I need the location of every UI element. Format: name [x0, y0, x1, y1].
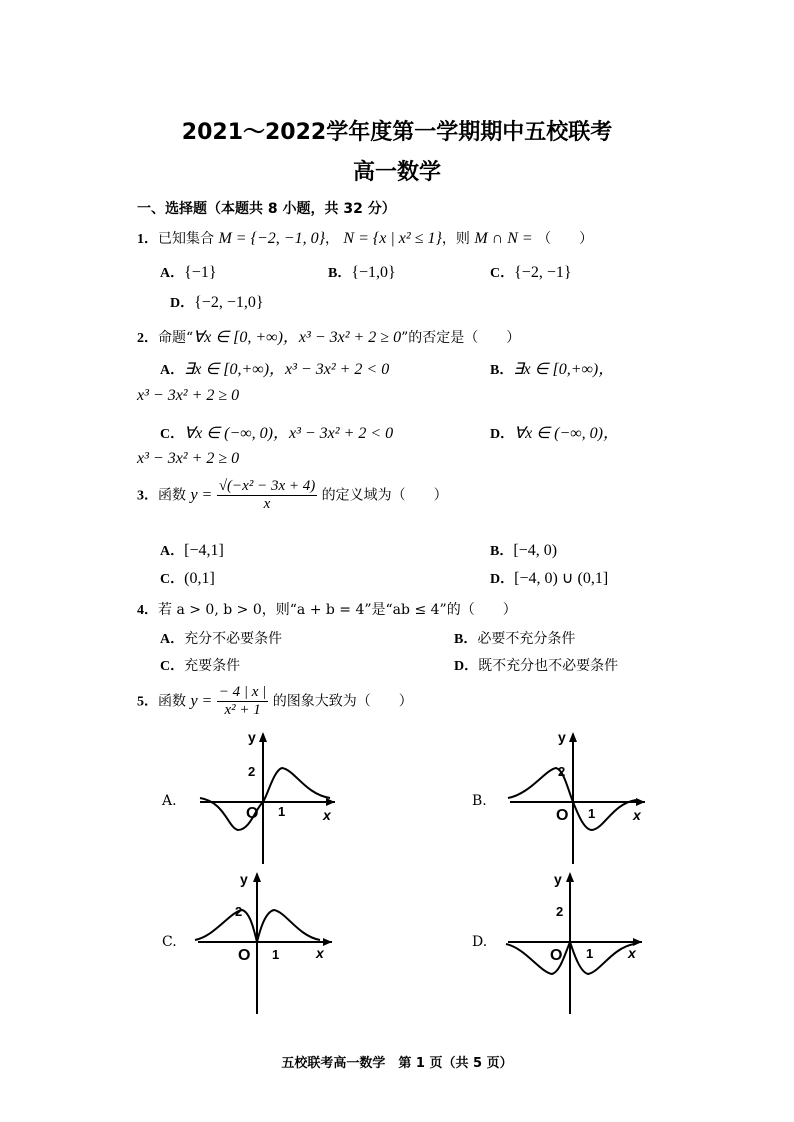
option-letter: C． — [490, 266, 515, 281]
graph-letter-c: C. — [162, 934, 177, 950]
question-4 — [137, 599, 517, 619]
y-label: y — [554, 871, 562, 887]
option-text: 充要条件 — [184, 658, 241, 674]
answer-paren: （ ） — [537, 231, 594, 247]
option-letter: D． — [170, 296, 195, 311]
q4-option-d — [454, 655, 618, 675]
option-letter: B． — [490, 363, 514, 378]
option-letter: D． — [454, 659, 479, 674]
tick-2: 2 — [248, 764, 256, 779]
option-letter: C． — [160, 572, 185, 587]
tick-1: 1 — [272, 947, 280, 962]
x-label: x — [316, 945, 324, 961]
section-heading: 一、选择题（本题共 8 小题，共 32 分） — [137, 201, 396, 217]
tick-1: 1 — [588, 806, 596, 821]
question-5 — [137, 684, 413, 719]
y-axis-arrow-icon — [566, 872, 574, 882]
q2-option-d-cont — [137, 450, 239, 468]
q3-option-d — [490, 568, 608, 588]
option-text: {−2, −1} — [514, 264, 572, 281]
q2-option-b-cont — [137, 387, 239, 405]
y-axis-arrow-icon — [569, 732, 577, 742]
page-footer: 五校联考高一数学 第 1 页（共 5 页） — [281, 1056, 513, 1071]
option-text: x³ − 3x² + 2 ≥ 0 — [137, 450, 240, 467]
question-text: ，则 — [441, 231, 470, 247]
q3-option-c — [160, 568, 215, 588]
x-axis-arrow-icon — [326, 798, 335, 806]
question-number: 5． — [137, 694, 158, 710]
option-letter: D． — [490, 427, 515, 442]
fraction — [217, 684, 269, 719]
option-text: x³ − 3x² + 2 ≥ 0 — [137, 387, 240, 404]
question-number: 3． — [137, 488, 158, 504]
option-letter: B． — [328, 266, 352, 281]
origin-label: O — [550, 947, 563, 964]
graph-a — [190, 728, 340, 868]
tick-1: 1 — [278, 804, 286, 819]
q4-option-b — [454, 628, 575, 648]
option-text: 充分不必要条件 — [184, 631, 283, 647]
q1-option-c — [490, 262, 572, 282]
graph-letter-d: D. — [472, 934, 488, 950]
option-text: ∀x ∈ (−∞, 0)，x³ − 3x² + 2 < 0 — [184, 425, 394, 442]
function-lhs: y = — [190, 692, 213, 710]
denominator: x² + 1 — [224, 702, 261, 718]
numerator: − 4 | x | — [218, 684, 267, 700]
graph-b — [500, 728, 650, 868]
y-label: y — [240, 871, 248, 887]
option-letter: B． — [454, 632, 478, 647]
option-text: [−4, 0) ∪ (0,1] — [514, 570, 609, 587]
set-n: N = {x | x² ≤ 1} — [343, 230, 442, 247]
question-text: 函数 — [158, 487, 186, 504]
separator: ， — [324, 231, 339, 247]
origin-label: O — [238, 947, 251, 964]
tick-1: 1 — [586, 946, 594, 961]
question-text: 的图象大致为（ ） — [272, 693, 413, 710]
q2-option-d — [490, 420, 619, 443]
question-text: 已知集合 — [158, 231, 214, 247]
question-1 — [137, 228, 593, 248]
q1-option-b — [328, 262, 396, 282]
y-axis-arrow-icon — [253, 872, 261, 882]
exam-subject: 高一数学 — [352, 160, 441, 185]
fraction — [217, 478, 317, 513]
option-letter: A． — [160, 363, 185, 378]
option-text: 既不充分也不必要条件 — [478, 658, 619, 674]
option-letter: A． — [160, 544, 185, 559]
option-text: [−4, 0) — [513, 542, 558, 559]
q1-option-d — [170, 292, 264, 312]
origin-label: O — [556, 807, 569, 824]
x-axis-arrow-icon — [323, 938, 332, 946]
graph-c — [190, 868, 340, 1018]
tick-2: 2 — [556, 904, 564, 919]
option-text: {−1} — [184, 264, 217, 281]
tick-2: 2 — [558, 764, 566, 779]
y-axis-arrow-icon — [259, 732, 267, 742]
question-text: 命题“ — [158, 330, 194, 346]
question-text: 的定义域为（ ） — [321, 487, 448, 504]
question-text: 函数 — [158, 693, 186, 710]
q2-option-a — [160, 356, 389, 379]
graph-d — [500, 868, 650, 1018]
q1-option-a — [160, 262, 217, 282]
graph-letter-b: B. — [472, 793, 487, 809]
x-axis-arrow-icon — [636, 798, 645, 806]
q4-option-c — [160, 655, 240, 675]
curve — [200, 768, 330, 830]
option-text: ∃x ∈ [0,+∞)， — [513, 361, 615, 378]
option-letter: C． — [160, 659, 185, 674]
x-label: x — [628, 945, 636, 961]
option-text: {−2, −1,0} — [194, 294, 264, 311]
q4-option-a — [160, 628, 282, 648]
function-lhs: y = — [190, 486, 213, 504]
option-text: (0,1] — [184, 570, 215, 587]
set-m: M = {−2, −1, 0} — [218, 230, 325, 247]
question-text: ”的否定是（ ） — [401, 330, 521, 346]
exam-title: 2021～2022学年度第一学期期中五校联考 — [181, 120, 613, 145]
option-letter: A． — [160, 632, 185, 647]
expression: M ∩ N = — [474, 230, 533, 247]
option-text: 必要不充分条件 — [477, 631, 576, 647]
question-text: 若 a > 0, b > 0，则“a + b = 4”是“ab ≤ 4”的（ ） — [158, 602, 517, 618]
graph-letter-a: A. — [162, 793, 177, 809]
x-label: x — [633, 807, 641, 823]
question-number: 4． — [137, 603, 158, 618]
question-number: 2． — [137, 331, 158, 346]
tick-2: 2 — [235, 904, 243, 919]
q3-option-a — [160, 540, 224, 560]
option-letter: D． — [490, 572, 515, 587]
x-label: x — [323, 807, 331, 823]
option-letter: C． — [160, 427, 185, 442]
question-number: 1． — [137, 232, 158, 247]
option-text: ∀x ∈ (−∞, 0)， — [514, 425, 619, 442]
option-letter: B． — [490, 544, 514, 559]
q3-option-b — [490, 540, 557, 560]
option-text: [−4,1] — [184, 542, 224, 559]
q2-option-b — [490, 356, 614, 379]
q2-option-c — [160, 420, 393, 443]
numerator: √(−x² − 3x + 4) — [218, 478, 316, 494]
denominator: x — [263, 496, 271, 512]
proposition: ∀x ∈ [0, +∞)，x³ − 3x² + 2 ≥ 0 — [193, 329, 402, 346]
y-label: y — [248, 729, 256, 745]
origin-label: O — [246, 805, 259, 822]
question-3 — [137, 478, 448, 513]
option-text: {−1,0} — [351, 264, 396, 281]
y-label: y — [558, 729, 566, 745]
question-2 — [137, 324, 520, 347]
option-text: ∃x ∈ [0,+∞)，x³ − 3x² + 2 < 0 — [184, 361, 390, 378]
option-letter: A． — [160, 266, 185, 281]
